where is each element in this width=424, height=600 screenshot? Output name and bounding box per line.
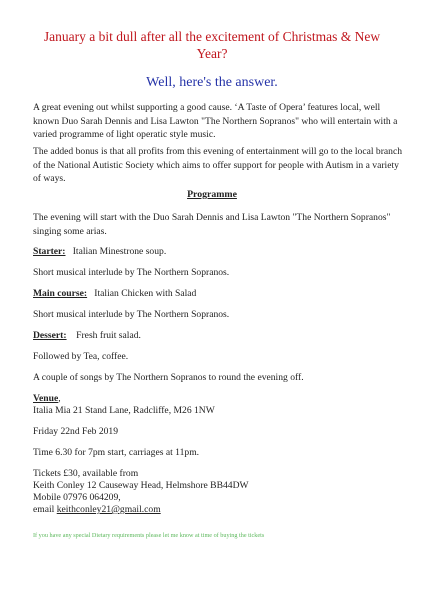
dietary-footnote: If you have any special Dietary requirements please let me know at time of buying the tickets (33, 532, 265, 539)
starter-text: Italian Minestrone soup. (72, 246, 167, 257)
drinks-line: Followed by Tea, coffee. (33, 351, 129, 362)
programme-opening: The evening will start with the Duo Sarah Dennis and Lisa Lawton "The Northern Sopranos" singing some arias. (33, 212, 391, 237)
interlude-1: Short musical interlude by The Northern Sopranos. (33, 267, 230, 278)
email-prefix: email (33, 504, 57, 515)
subheadline: Well, here's the answer. (146, 75, 278, 90)
event-time: Time 6.30 for 7pm start, carriages at 11pm. (33, 447, 200, 458)
headline: January a bit dull after all the excitement of Christmas & New Year? (43, 29, 381, 61)
dessert-line (33, 329, 403, 343)
event-date: Friday 22nd Feb 2019 (33, 426, 119, 437)
programme-heading: Programme (187, 189, 237, 200)
starter-line (33, 245, 403, 259)
email-link[interactable]: keithconley21@gmail.com (56, 504, 161, 515)
dessert-text: Fresh fruit salad. (76, 330, 141, 341)
tickets-email-line (33, 503, 403, 517)
main-course-label: Main course: (33, 288, 88, 299)
tickets-mobile: Mobile 07976 064209, (33, 492, 121, 503)
intro-paragraph: A great evening out whilst supporting a good cause. ‘A Taste of Opera’ features local, well known Duo Sarah Dennis and Lisa Lawton "The Northern Sopranos" who will entertain with a varied programme of light operatic style music. (33, 102, 398, 140)
dessert-label: Dessert: (33, 330, 67, 341)
venue-address: Italia Mia 21 Stand Lane, Radcliffe, M26 1NW (33, 405, 215, 416)
venue-label: Venue (33, 393, 59, 404)
tickets-contact: Keith Conley 12 Causeway Head, Helmshore BB44DW (33, 480, 249, 491)
closing-line: A couple of songs by The Northern Sopranos to round the evening off. (33, 372, 304, 383)
tickets-price: Tickets £30, available from (33, 468, 139, 479)
starter-label: Starter: (33, 246, 66, 257)
interlude-2: Short musical interlude by The Northern Sopranos. (33, 309, 230, 320)
main-course-line (33, 287, 403, 301)
bonus-paragraph: The added bonus is that all profits from this evening of entertainment will go to the local branch of the National Autistic Society which aims to offer support for people with Autism in a variety of ways. (33, 146, 402, 184)
venue-comma: , (58, 393, 61, 404)
main-course-text: Italian Chicken with Salad (94, 288, 197, 299)
